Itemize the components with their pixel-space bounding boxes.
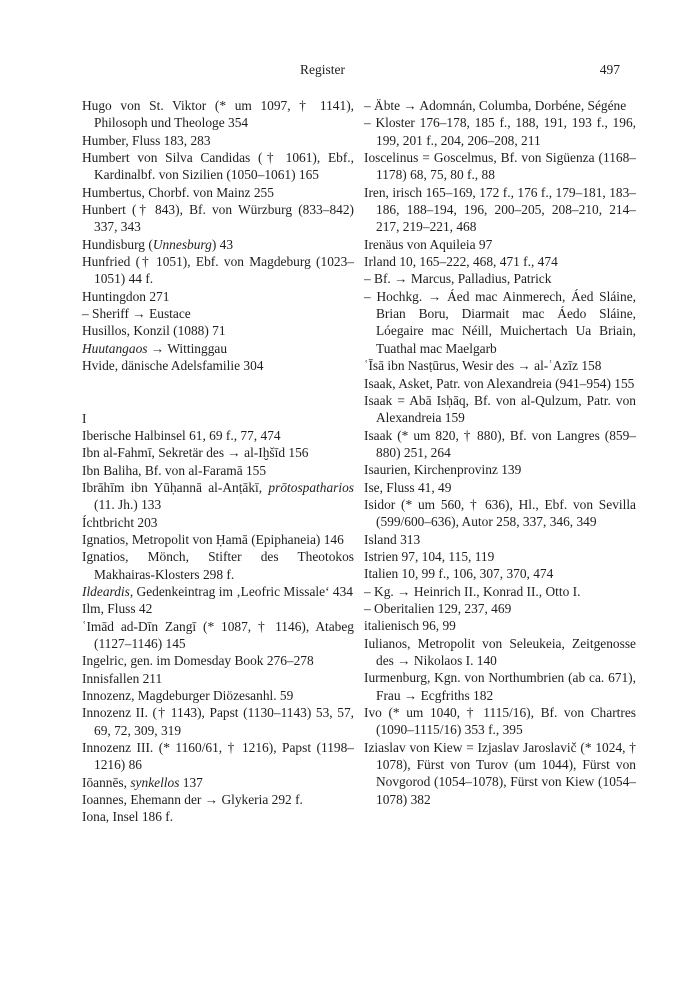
index-entry: Isaak = Abā Isḥāq, Bf. von al-Qulzum, Patr. von Alexandreia 159 [364, 392, 636, 426]
index-entry: Huntingdon 271 [82, 288, 170, 304]
index-entry: Innozenz, Magdeburger Diözesanhl. 59 [82, 688, 294, 703]
index-entry: Hunfried († 1051), Ebf. von Magdeburg (1023–1051) 44 f. [82, 254, 354, 287]
index-entry: Ingelric, gen. im Domesday Book 276–278 [82, 653, 314, 669]
index-entry: Humbertus, Chorbf. von Mainz 255 [82, 184, 274, 200]
index-entry: Italien 10, 99 f., 106, 307, 370, 474 [364, 566, 554, 582]
page-number: 497 [599, 62, 620, 77]
index-entry: Ivo (* um 1040, † 1115/16), Bf. von Chartres (1090–1115/16) 353 f., 395 [364, 705, 636, 738]
index-entry: italienisch 96, 99 [364, 618, 456, 634]
italic-term: Huutangaos [82, 340, 148, 356]
index-entry: ʿĪsā ibn Nasṭūrus, Wesir des → al-ʿAzīz 158 [364, 358, 602, 374]
index-subentry: – Hochkg. → Áed mac Ainmerech, Áed Sláine, Brian Boru, Diarmait mac Áedo Sláine, Lóegaire mac Néill, Muichertach Ua Briain, Tuathal mac Maelgarb [364, 288, 636, 356]
index-entry: Isidor (* um 560, † 636), Hl., Ebf. von Sevilla (599/600–636), Autor 258, 337, 346, 349 [364, 496, 636, 530]
index-entry: Innozenz II. († 1143), Papst (1130–1143) 53, 57, 69, 72, 309, 319 [82, 705, 354, 738]
index-entry: Isaurien, Kirchenprovinz 139 [364, 462, 522, 478]
running-title: Register [300, 62, 345, 77]
index-column-right [364, 97, 636, 808]
index-entry: Iōannēs, synkellos 137 [82, 774, 203, 790]
index-entry: Iberische Halbinsel 61, 69 f., 77, 474 [82, 427, 281, 443]
index-entry: Huutangaos → Wittinggau [82, 340, 228, 356]
index-subentry: – Sheriff → Eustace [82, 306, 191, 322]
index-entry: Irenäus von Aquileia 97 [364, 236, 493, 252]
index-entry: Hvide, dänische Adelsfamilie 304 [82, 358, 264, 374]
index-subentry: – Äbte → Adomnán, Columba, Dorbéne, Ségéne [364, 98, 627, 113]
index-entry: Ibn Baliha, Bf. von al-Faramā 155 [82, 462, 267, 478]
index-entry: Isaak (* um 820, † 880), Bf. von Langres (859–880) 251, 264 [364, 427, 636, 460]
index-entry: Husillos, Konzil (1088) 71 [82, 323, 226, 339]
index-entry: Hundisburg (Unnesburg) 43 [82, 236, 234, 252]
index-entry: Iren, irisch 165–169, 172 f., 176 f., 179–181, 183–186, 188–194, 196, 200–205, 208–210, 214–217, 219–221, 468 [364, 184, 636, 235]
index-entry: ʿImād ad-Dīn Zangī (* 1087, † 1146), Atabeg (1127–1146) 145 [82, 618, 354, 651]
index-entry: Iulianos, Metropolit von Seleukeia, Zeitgenosse des → Nikolaos I. 140 [364, 635, 636, 668]
italic-term: Unnesburg [152, 236, 212, 252]
index-entry: Irland 10, 165–222, 468, 471 f., 474 [364, 254, 558, 270]
italic-term: synkellos [130, 774, 180, 790]
index-entry: Ignatios, Metropolit von Ḥamā (Epiphaneia) 146 [82, 531, 344, 547]
index-entry: Hunbert († 843), Bf. von Würzburg (833–842) 337, 343 [82, 202, 354, 235]
index-entry: Ilm, Fluss 42 [82, 601, 153, 617]
index-subentry: – Bf. → Marcus, Palladius, Patrick [364, 271, 552, 287]
index-subentry: – Kg. → Heinrich II., Konrad II., Otto I. [364, 583, 581, 599]
index-entry: Istrien 97, 104, 115, 119 [364, 548, 495, 564]
index-subentry: – Oberitalien 129, 237, 469 [364, 600, 512, 616]
index-entry: Íchtbricht 203 [82, 514, 158, 530]
index-entry: Ibrāhīm ibn Yūḥannā al-Anṭākī, prōtospatharios (11. Jh.) 133 [82, 479, 354, 513]
index-entry: Humbert von Silva Candidas († 1061), Ebf., Kardinalbf. von Sizilien (1050–1061) 165 [82, 150, 354, 183]
index-entry: Ise, Fluss 41, 49 [364, 479, 452, 495]
index-column-left [82, 97, 354, 826]
index-entry: Iurmenburg, Kgn. von Northumbrien (ab ca. 671), Frau → Ecgfriths 182 [364, 670, 636, 703]
index-entry: Isaak, Asket, Patr. von Alexandreia (941–954) 155 [364, 375, 635, 391]
italic-term: Ildeardis [82, 583, 130, 599]
index-entry: Humber, Fluss 183, 283 [82, 132, 211, 148]
index-entry: Ignatios, Mönch, Stifter des Theotokos Makhairas-Klosters 298 f. [82, 549, 354, 582]
index-entry: Innisfallen 211 [82, 670, 163, 686]
index-subentry: – Kloster 176–178, 185 f., 188, 191, 193 f., 196, 199, 201 f., 204, 206–208, 211 [364, 115, 636, 148]
index-entry: Hugo von St. Viktor (* um 1097, † 1141), Philosoph und Theologe 354 [82, 98, 354, 131]
index-entry: Iziaslav von Kiew = Izjaslav Jaroslavič (* 1024, † 1078), Fürst von Turov (um 1044), Fürst von Novgorod (1054–1078), Fürst von Kiew (1054–1078) 382 [364, 739, 636, 807]
index-entry: Island 313 [364, 531, 421, 547]
index-entry: Ioscelinus = Goscelmus, Bf. von Sigüenza (1168–1178) 68, 75, 80 f., 88 [364, 150, 636, 183]
running-head [0, 62, 700, 82]
section-letter: I [82, 410, 87, 426]
index-entry: Ibn al-Fahmī, Sekretär des → al-Iḫšīd 156 [82, 445, 309, 461]
index-entry: Ioannes, Ehemann der → Glykeria 292 f. [82, 792, 303, 808]
index-entry: Ildeardis, Gedenkeintrag im ‚Leofric Missale‘ 434 [82, 583, 353, 599]
index-entry: Innozenz III. (* 1160/61, † 1216), Papst (1198–1216) 86 [82, 740, 354, 773]
index-entry: Iona, Insel 186 f. [82, 809, 174, 825]
italic-term: prōtospatharios [268, 479, 354, 495]
